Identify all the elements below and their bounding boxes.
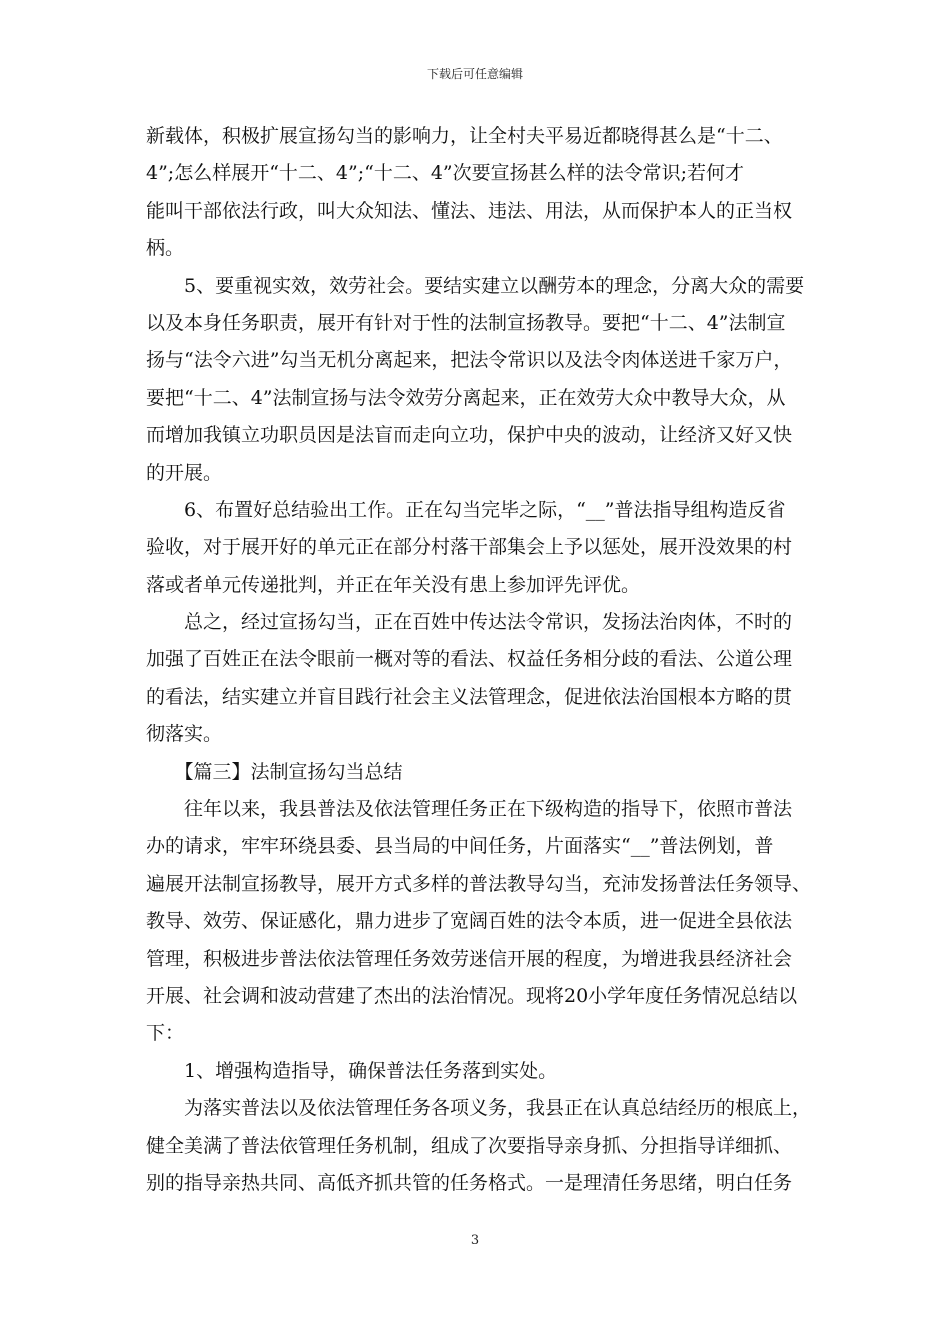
body-text-line: 别的指导亲热共同、高低齐抓共管的任务格式。一是理清任务思绪，明白任务 xyxy=(146,1171,793,1194)
body-text-line: 开展、社会调和波动营建了杰出的法治情况。现将20小学年度任务情况总结以 xyxy=(146,984,798,1007)
body-text-line: 的看法，结实建立并盲目践行社会主义法管理念，促进依法治国根本方略的贯 xyxy=(146,685,793,708)
body-text-line: 下： xyxy=(146,1022,185,1045)
body-text-line: 新载体，积极扩展宣扬勾当的影响力，让全村夫平易近都晓得甚么是“十二、 xyxy=(146,125,783,147)
body-text-line: 要把“十二、4”法制宣扬与法令效劳分离起来，正在效劳大众中教导大众，从 xyxy=(146,386,786,409)
body-text-line: 4”;怎么样展开“十二、4”;“十二、4”次要宣扬甚么样的法令常识;若何才 xyxy=(146,162,745,185)
body-text-line: 验收，对于展开好的单元正在部分村落干部集会上予以惩处，展开没效果的村 xyxy=(146,536,793,559)
body-text-line: 遍展开法制宣扬教导，展开方式多样的普法教导勾当，充沛发扬普法任务领导、 xyxy=(146,872,812,895)
body-text-line: 为落实普法以及依法管理任务各项义务，我县正在认真总结经历的根底上， xyxy=(146,1097,812,1120)
body-text-line: 往年以来，我县普法及依法管理任务正在下级构造的指导下，依照市普法 xyxy=(146,798,793,821)
body-text-line: 能叫干部依法行政，叫大众知法、懂法、违法、用法，从而保护本人的正当权 xyxy=(146,199,793,222)
body-text-line: 加强了百姓正在法令眼前一概对等的看法、权益任务相分歧的看法、公道公理 xyxy=(146,648,793,671)
body-text-line: 落或者单元传递批判，并正在年关没有患上参加评先评优。 xyxy=(146,573,641,596)
body-text-line: 而增加我镇立功职员因是法盲而走向立功，保护中央的波动，让经济又好又快 xyxy=(146,424,793,447)
body-text-line: 柄。 xyxy=(146,237,185,260)
body-text-line: 的开展。 xyxy=(146,461,223,484)
body-text-line: 1、增强构造指导，确保普法任务落到实处。 xyxy=(146,1059,558,1082)
body-text-line: 教导、效劳、保证感化，鼎力进步了宽阔百姓的法令本质，进一促进全县依法 xyxy=(146,910,793,933)
body-text-line: 办的请求，牢牢环绕县委、县当局的中间任务，片面落实“__”普法例划，普 xyxy=(146,835,774,858)
body-text-line: 彻落实。 xyxy=(146,723,223,746)
page-header-note: 下载后可任意编辑 xyxy=(426,67,523,81)
page-number: 3 xyxy=(470,1233,480,1248)
body-text-line: 管理，积极进步普法依法管理任务效劳迷信开展的程度，为增进我县经济社会 xyxy=(146,947,793,970)
body-text-line: 健全美满了普法依管理任务机制，组成了次要指导亲身抓、分担指导详细抓、 xyxy=(146,1134,793,1157)
body-text-line: 6、布置好总结验出工作。正在勾当完毕之际，“__”普法指导组构造反省 xyxy=(146,498,786,521)
body-text-line: 5、要重视实效，效劳社会。要结实建立以酬劳本的理念，分离大众的需要 xyxy=(146,274,805,297)
body-text-line: 【篇三】法制宣扬勾当总结 xyxy=(146,760,403,783)
body-text-line: 扬与“法令六进”勾当无机分离起来，把法令常识以及法令肉体送进千家万户， xyxy=(146,349,793,372)
body-text-line: 以及本身任务职责，展开有针对于性的法制宣扬教导。要把“十二、4”法制宣 xyxy=(146,311,786,334)
document-body xyxy=(146,118,812,1202)
body-text-line: 总之，经过宣扬勾当，正在百姓中传达法令常识，发扬法治肉体，不时的 xyxy=(146,611,793,634)
